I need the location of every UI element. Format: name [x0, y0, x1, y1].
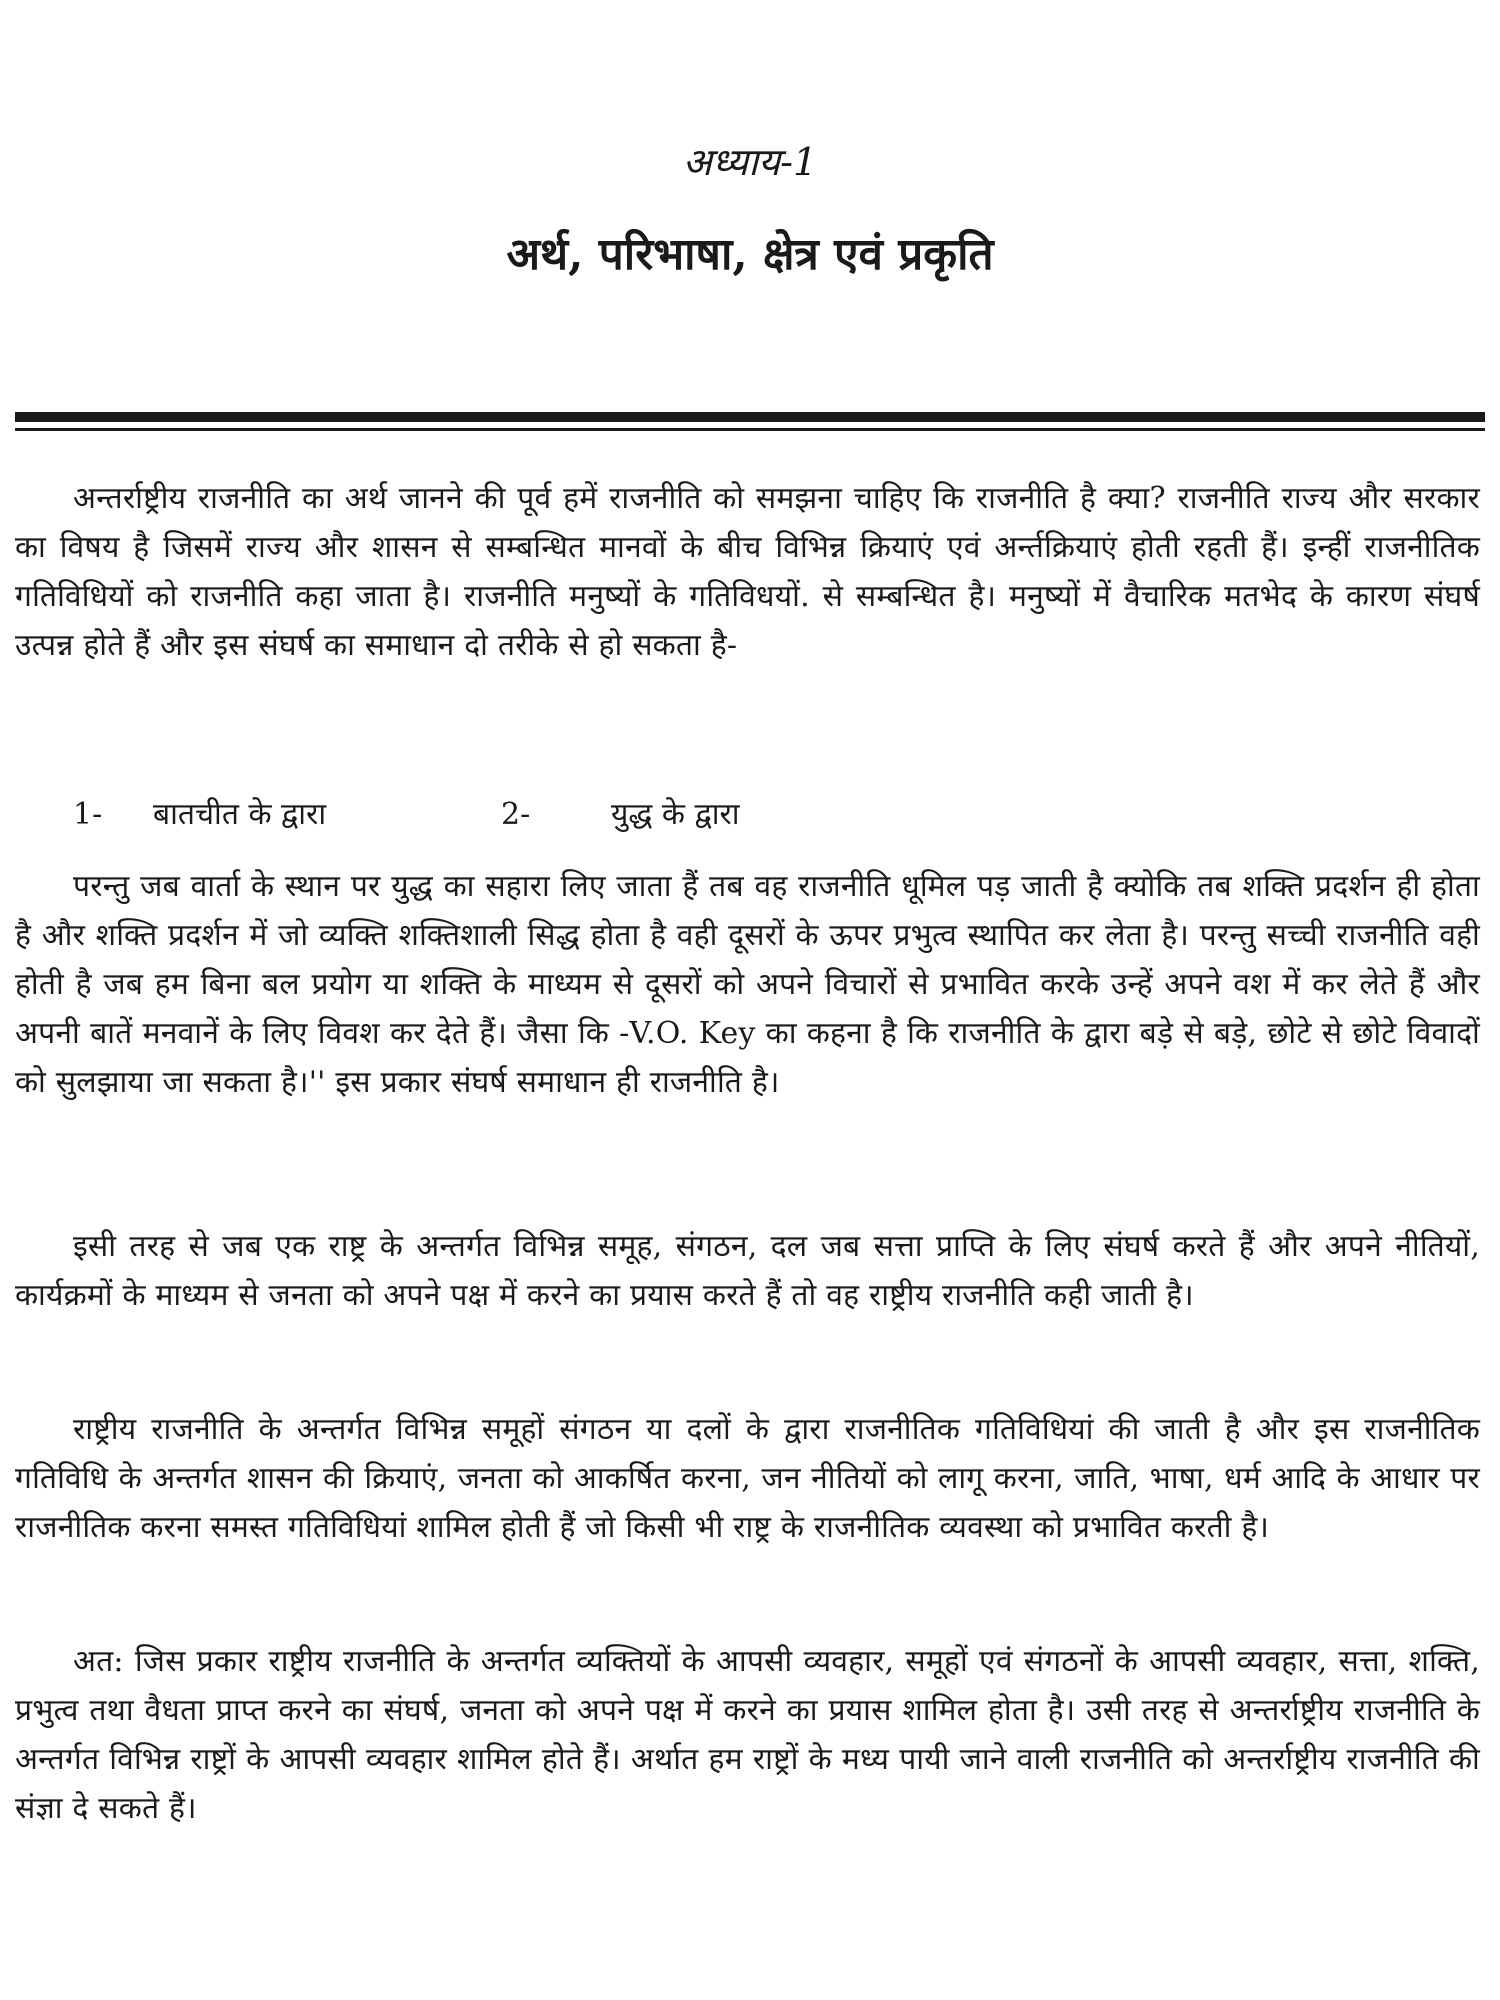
paragraph-text: अन्तर्राष्ट्रीय राजनीति का अर्थ जानने की पूर्व हमें राजनीति को समझना चाहिए कि राजनीति है क्या? राजनीति राज्य और सरकार का विषय है जिसमें राज्य और शासन से सम्बन्धित मानवों के बीच विभिन्न क्रियाएं एवं अर्न्तक्रियाएं होती रहती हैं। इन्हीं राजनीतिक गतिविधियों को राजनीति कहा जाता है। राजनीति मनुष्यों के गतिविधयों. से सम्बन्धित है। मनुष्यों में वैचारिक मतभेद के कारण संघर्ष उत्पन्न होते हैं और इस संघर्ष का समाधान दो तरीके से हो सकता है- [15, 481, 1480, 663]
paragraph-national-politics [15, 1405, 1480, 1552]
paragraph-text: इसी तरह से जब एक राष्ट्र के अन्तर्गत विभिन्न समूह, संगठन, दल जब सत्ता प्राप्ति के लिए संघर्ष करते हैं और अपने नीतियों, कार्यक्रमों के माध्यम से जनता को अपने पक्ष में करने का प्रयास करते हैं तो वह राष्ट्रीय राजनीति कही जाती है। [15, 1229, 1480, 1313]
paragraph-text: राष्ट्रीय राजनीति के अन्तर्गत विभिन्न समूहों संगठन या दलों के द्वारा राजनीतिक गतिविधियां की जाती है और इस राजनीतिक गतिविधि के अन्तर्गत शासन की क्रियाएं, जनता को आकर्षित करना, जन नीतियों को लागू करना, जाति, भाषा, धर्म आदि के आधार पर राजनीतिक करना समस्त गतिविधियां शामिल होती हैं जो किसी भी राष्ट्र के राजनीतिक व्यवस्था को प्रभावित करती है। [15, 1412, 1480, 1545]
chapter-title: अर्थ, परिभाषा, क्षेत्र एवं प्रकृति [506, 229, 994, 280]
header-rule-thick [15, 412, 1485, 422]
paragraph-text: अत: जिस प्रकार राष्ट्रीय राजनीति के अन्तर्गत व्यक्तियों के आपसी व्यवहार, समूहों एवं संगठनों के आपसी व्यवहार, सत्ता, शक्ति, प्रभुत्व तथा वैधता प्राप्त करने का संघर्ष, जनता को अपने पक्ष में करने का प्रयास शामिल होता है। उसी तरह से अन्तर्राष्ट्रीय राजनीति के अन्तर्गत विभिन्न राष्ट्रों के आपसी व्यवहार शामिल होते हैं। अर्थात हम राष्ट्रों के मध्य पायी जाने वाली राजनीति को अन्तर्राष्ट्रीय राजनीति की संज्ञा दे सकते हैं। [15, 1644, 1480, 1826]
paragraph-intro [15, 474, 1480, 670]
paragraph-text: परन्तु जब वार्ता के स्थान पर युद्ध का सहारा लिए जाता हैं तब वह राजनीति धूमिल पड़ जाती है क्योकि तब शक्ति प्रदर्शन ही होता है और शक्ति प्रदर्शन में जो व्यक्ति शक्तिशाली सिद्ध होता है वही दूसरों के ऊपर प्रभुत्व स्थापित कर लेता है। परन्तु सच्ची राजनीति वही होती है जब हम बिना बल प्रयोग या शक्ति के माध्यम से दूसरों को अपने विचारों से प्रभावित करके उन्हें अपने वश में कर लेते हैं और अपनी बातें मनवानें के लिए विवश कर देते हैं। जैसा कि -V.O. Key का कहना है कि राजनीति के द्वारा बड़े से बड़े, छोटे से छोटे विवादों को सुलझाया जा सकता है।'' इस प्रकार संघर्ष समाधान ही राजनीति है। [15, 869, 1480, 1100]
paragraph-conclusion [15, 1637, 1480, 1833]
paragraph-war [15, 862, 1480, 1107]
chapter-label: अध्याय-1 [682, 140, 818, 184]
header-rule-thin [15, 428, 1485, 431]
method-number: 1- [73, 797, 103, 832]
method-number: 2- [501, 797, 531, 832]
method-label: बातचीत के द्वारा [153, 797, 327, 832]
method-label: युद्ध के द्वारा [611, 797, 740, 832]
paragraph-national-groups [15, 1222, 1480, 1320]
